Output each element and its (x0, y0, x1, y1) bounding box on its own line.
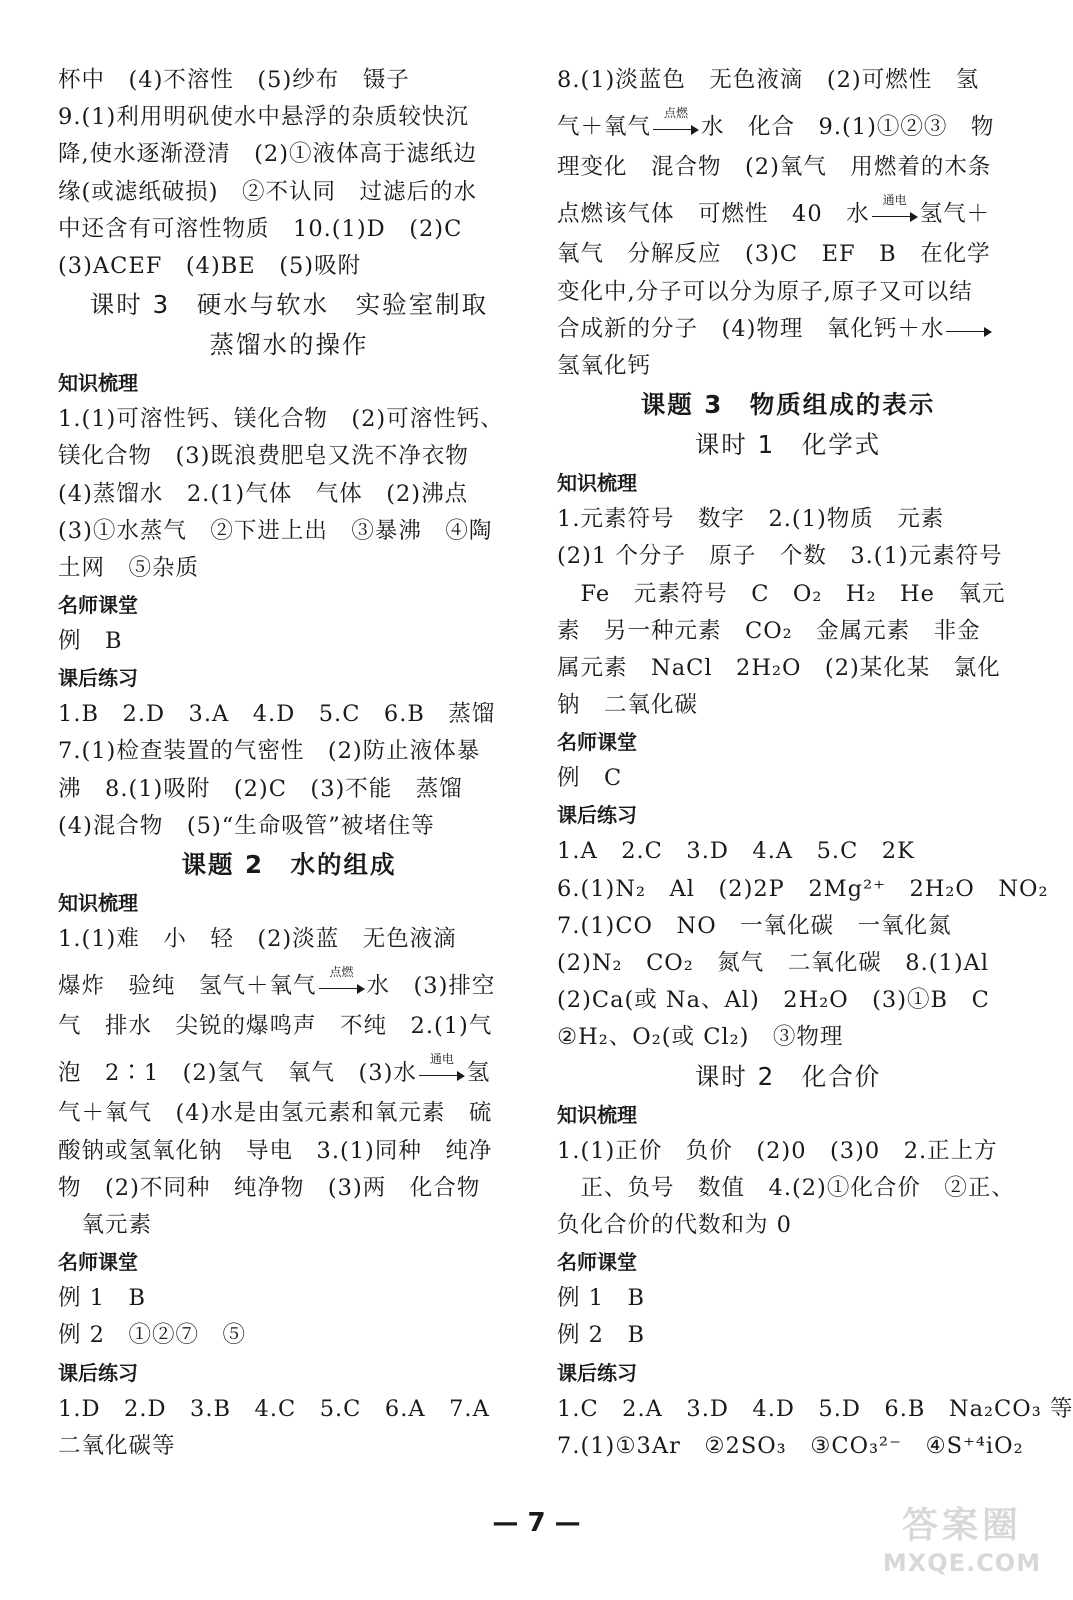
text-line: 缘(或滤纸破损) ②不认同 过滤后的水 (58, 178, 478, 205)
section-label: 名师课堂 (557, 730, 637, 755)
text-segment: 氢 (466, 1060, 491, 1087)
text-line: 负化合价的代数和为 0 (557, 1211, 792, 1238)
text-line: 理变化 混合物 (2)氧气 用燃着的木条 (557, 154, 992, 181)
watermark-text: 答案圈 (901, 1505, 1022, 1546)
text-line (58, 1045, 520, 1095)
text-line: 杯中 (4)不溶性 (5)纱布 镊子 (58, 67, 410, 93)
reaction-condition: 点燃 (664, 106, 689, 121)
text-line: 例 1 B (58, 1285, 147, 1312)
text-line: 例 B (58, 628, 123, 655)
text-segment: 水 (3)排空 (366, 973, 496, 1000)
text-line: 酸钠或氢氧化钠 导电 3.(1)同种 纯净 (58, 1137, 493, 1164)
text-segment: 氢气＋ (919, 201, 991, 228)
reaction-condition: 通电 (429, 1052, 454, 1067)
topic-heading: 课题 2 水的组成 (181, 850, 397, 879)
text-line: 正、负号 数值 4.(2)①化合价 ②正、 (557, 1174, 1015, 1201)
text-line: 例 1 B (557, 1285, 646, 1312)
text-line: 1.D 2.D 3.B 4.C 5.C 6.A 7.A (58, 1395, 490, 1422)
text-line: 例 C (557, 765, 623, 792)
text-line: 沸 8.(1)吸附 (2)C (3)不能 蒸馏 (58, 775, 463, 802)
text-line: 1.(1)正价 负价 (2)0 (3)0 2.正上方 (557, 1137, 998, 1164)
text-line: (4)蒸馏水 2.(1)气体 气体 (2)沸点 (58, 480, 469, 507)
left-column (58, 62, 520, 1465)
text-line: 6.(1)N₂ Al (2)2P 2Mg²⁺ 2H₂O NO₂ (557, 875, 1049, 902)
section-label: 课后练习 (557, 1360, 637, 1385)
section-label: 名师课堂 (58, 593, 138, 618)
text-line: 氢氧化钙 (557, 352, 652, 379)
text-line: 7.(1)检查装置的气密性 (2)防止液体暴 (58, 738, 481, 765)
right-column (557, 62, 1073, 1465)
text-line: (4)混合物 (5)“生命吸管”被堵住等 (58, 812, 435, 839)
text-segment: 爆炸 验纯 氢气＋氧气 (58, 973, 317, 1000)
reaction-arrow-icon (419, 1052, 465, 1081)
reaction-condition: 点燃 (329, 965, 354, 980)
section-label: 课后练习 (58, 666, 138, 691)
watermark-logo (867, 1504, 1057, 1588)
text-line: 氧气 分解反应 (3)C EF B 在化学 (557, 241, 991, 268)
text-segment: 泡 2∶1 (2)氢气 氧气 (3)水 (58, 1060, 417, 1087)
text-line: 9.(1)利用明矾使水中悬浮的杂质较快沉 (58, 104, 469, 131)
text-line: 镁化合物 (3)既浪费肥皂又洗不净衣物 (58, 443, 469, 470)
text-line: Fe 元素符号 C O₂ H₂ He 氧元 (557, 580, 1006, 607)
text-line: 二氧化碳等 (58, 1432, 176, 1459)
text-line: (2)1 个分子 原子 个数 3.(1)元素符号 (557, 543, 1003, 570)
page-number: — 7 — (492, 1508, 581, 1538)
section-label: 课后练习 (58, 1360, 138, 1385)
text-line: 1.C 2.A 3.D 4.D 5.D 6.B Na₂CO₃ 等 (557, 1395, 1073, 1422)
reaction-arrow-icon (653, 106, 699, 135)
text-line: 降,使水逐渐澄清 (2)①液体高于滤纸边 (58, 141, 478, 168)
text-line: 气 排水 尖锐的爆鸣声 不纯 2.(1)气 (58, 1013, 493, 1040)
text-line: 属元素 NaCl 2H₂O (2)某化某 氯化 (557, 654, 1001, 681)
text-line: 气＋氧气 (4)水是由氢元素和氧元素 硫 (58, 1100, 493, 1127)
text-line: 1.A 2.C 3.D 4.A 5.C 2K (557, 838, 915, 865)
text-line (557, 311, 1019, 348)
text-segment: 气＋氧气 (557, 114, 652, 141)
section-label: 知识梳理 (58, 371, 138, 396)
text-line (58, 958, 520, 1008)
text-line: 7.(1)CO NO 一氧化碳 一氧化氮 (557, 912, 952, 939)
reaction-arrow-icon (872, 193, 918, 222)
topic-heading: 课题 3 物质组成的表示 (640, 390, 936, 420)
text-line: 物 (2)不同种 纯净物 (3)两 化合物 (58, 1174, 481, 1201)
text-line: 素 另一种元素 CO₂ 金属元素 非金 (557, 617, 981, 644)
lesson-heading: 课时 3 硬水与软水 实验室制取 (89, 290, 489, 320)
text-line: 8.(1)淡蓝色 无色液滴 (2)可燃性 氢 (557, 67, 980, 93)
text-line: 7.(1)①3Ar ②2SO₃ ③CO₃²⁻ ④S⁺⁴iO₂ (557, 1432, 1024, 1459)
text-line: 变化中,分子可以分为原子,原子又可以结 (557, 278, 973, 305)
text-line: (2)Ca(或 Na、Al) 2H₂O (3)①B C (557, 987, 990, 1014)
text-line: 1.元素符号 数字 2.(1)物质 元素 (557, 506, 945, 533)
text-line: 1.(1)难 小 轻 (2)淡蓝 无色液滴 (58, 926, 457, 952)
text-segment: 点燃该气体 可燃性 40 水 (557, 201, 870, 228)
lesson-heading: 课时 2 化合价 (694, 1061, 882, 1091)
reaction-condition: 通电 (882, 193, 907, 208)
section-label: 名师课堂 (58, 1250, 138, 1275)
text-line: (3)①水蒸气 ②下进上出 ③暴沸 ④陶 (58, 517, 493, 544)
section-label: 课后练习 (557, 803, 637, 828)
text-segment: 合成新的分子 (4)物理 氧化钙＋水 (557, 315, 945, 342)
text-line (557, 186, 1019, 236)
lesson-heading: 蒸馏水的操作 (209, 330, 369, 360)
section-label: 知识梳理 (58, 891, 138, 915)
text-line: 氧元素 (58, 1211, 153, 1238)
text-line: 例 2 B (557, 1322, 646, 1349)
text-line: (2)N₂ CO₂ 氮气 二氧化碳 8.(1)Al (557, 950, 990, 976)
text-line: (3)ACEF (4)BE (5)吸附 (58, 252, 362, 279)
reaction-arrow-icon (946, 323, 992, 337)
text-segment: 水 化合 9.(1)①②③ 物 (701, 114, 995, 141)
text-line: 1.B 2.D 3.A 4.D 5.C 6.B 蒸馏 (58, 701, 496, 728)
text-line: 钠 二氧化碳 (557, 692, 699, 719)
watermark-url: MXQE.COM (882, 1549, 1042, 1577)
page-number-value: 7 (527, 1508, 546, 1538)
text-line: 1.(1)可溶性钙、镁化合物 (2)可溶性钙、 (58, 406, 504, 433)
section-label: 名师课堂 (557, 1250, 637, 1275)
text-line (557, 99, 1019, 149)
lesson-heading: 课时 1 化学式 (694, 430, 882, 460)
section-label: 知识梳理 (557, 1102, 637, 1127)
text-line: 例 2 ①②⑦ ⑤ (58, 1322, 246, 1349)
reaction-arrow-icon (319, 965, 365, 994)
text-line: 中还含有可溶性物质 10.(1)D (2)C (58, 215, 463, 242)
text-line: 土网 ⑤杂质 (58, 554, 200, 581)
text-line: ②H₂、O₂(或 Cl₂) ③物理 (557, 1024, 844, 1051)
section-label: 知识梳理 (557, 471, 637, 496)
